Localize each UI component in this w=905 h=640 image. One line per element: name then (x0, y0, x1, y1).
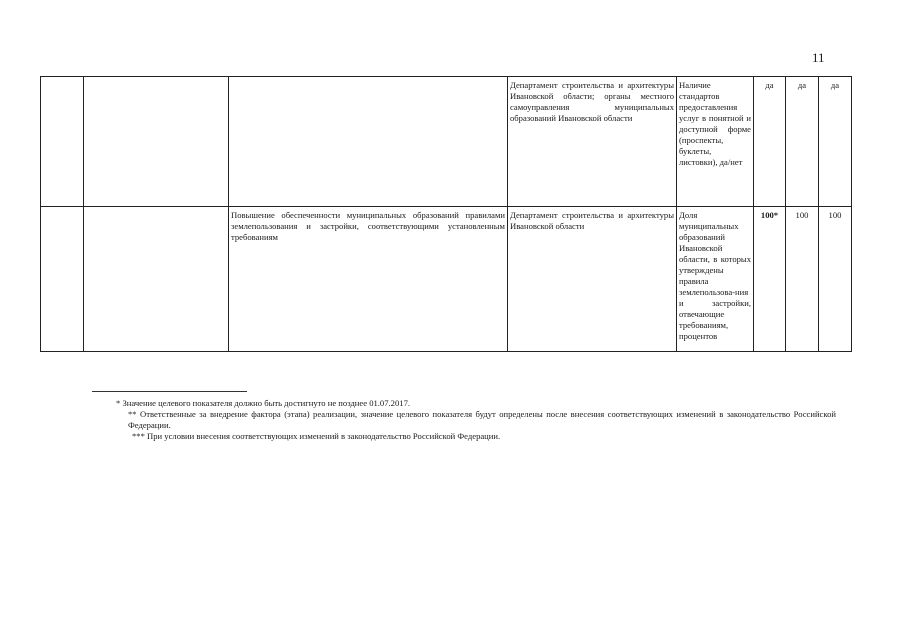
table-cell-value-2: 100 (786, 207, 819, 352)
table-cell-indicator: Наличие стандартов предоставления услуг в понятной и доступной форме (проспекты, буклеты, листовки), да/нет (677, 77, 754, 207)
table-cell-number (41, 207, 84, 352)
table-cell-value-3: да (819, 77, 852, 207)
footnote-2: ** Ответственные за внедрение фактора (этапа) реализации, значение целевого показателя будут определены после внесения соответствующих изменений в законодательство Российской Федерации. (128, 409, 836, 430)
footnote-separator (92, 391, 247, 392)
table-cell-section (84, 207, 229, 352)
table-cell-value-1: 100* (754, 207, 786, 352)
table-cell-number (41, 77, 84, 207)
table-cell-measure: Повышение обеспеченности муниципальных образований правилами землепользования и застройки, соответствующими установленным требованиям (229, 207, 508, 352)
table-cell-responsible: Департамент строительства и архитектуры Ивановской области (508, 207, 677, 352)
footnotes (92, 398, 836, 442)
table-cell-value-2: да (786, 77, 819, 207)
table-cell-value-3: 100 (819, 207, 852, 352)
indicators-table (40, 76, 852, 352)
page-number: 11 (812, 50, 825, 65)
footnote-3: *** При условии внесения соответствующих изменений в законодательство Российской Федерации. (132, 431, 501, 441)
footnote-1: * Значение целевого показателя должно быть достигнуто не позднее 01.07.2017. (116, 398, 411, 408)
table-cell-section (84, 77, 229, 207)
table-row (41, 207, 852, 352)
table-row (41, 77, 852, 207)
table-cell-measure (229, 77, 508, 207)
table-cell-value-1: да (754, 77, 786, 207)
table-cell-indicator: Доля муниципальных образований Ивановской области, в которых утверждены правила землепользова-ния и застройки, отвечающие требованиям, процентов (677, 207, 754, 352)
table-cell-responsible: Департамент строительства и архитектуры Ивановской области; органы местного самоуправления муниципальных образований Ивановской области (508, 77, 677, 207)
